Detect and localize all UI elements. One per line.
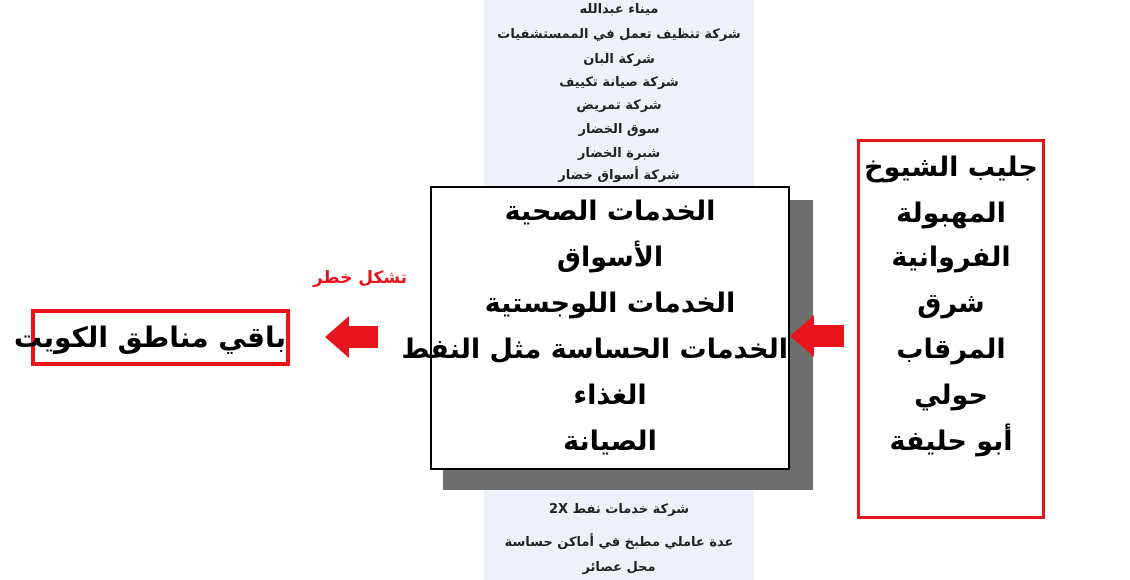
center-box-line: الخدمات اللوجستية bbox=[484, 288, 736, 319]
list-item: شركة أسواق خضار bbox=[558, 168, 680, 183]
list-item: شركة تمريض bbox=[576, 98, 662, 113]
area-item: حولي bbox=[914, 380, 988, 411]
area-item: شرق bbox=[917, 288, 985, 319]
arrow-left-icon bbox=[325, 314, 380, 360]
list-item: شركة البان bbox=[583, 52, 655, 67]
list-item: شركة تنظيف تعمل في الممستشفيات bbox=[497, 27, 741, 42]
arrow-left-icon bbox=[790, 313, 846, 359]
list-item: شركة خدمات نفط 2X bbox=[548, 502, 689, 517]
list-item: محل عصائر bbox=[582, 560, 656, 575]
areas-box bbox=[857, 139, 1045, 519]
area-item: المهبولة bbox=[896, 198, 1006, 229]
area-item: أبو حليفة bbox=[889, 426, 1013, 457]
list-item: عدة عاملي مطبخ في أماكن حساسة bbox=[504, 535, 734, 550]
center-box-line: الصيانة bbox=[563, 426, 657, 457]
rest-of-kuwait-box bbox=[13, 309, 290, 366]
list-item: ميناء عبدالله bbox=[579, 2, 659, 17]
center-box-line: الخدمات الحساسة مثل النفط bbox=[401, 334, 788, 365]
center-box-line: الغذاء bbox=[573, 380, 647, 411]
area-item: جليب الشيوخ bbox=[864, 152, 1038, 183]
list-item: سوق الخضار bbox=[578, 122, 660, 137]
risk-label: تشكل خطر bbox=[312, 268, 408, 288]
area-item: الفروانية bbox=[891, 242, 1011, 273]
center-box-line: الأسواق bbox=[556, 242, 664, 273]
center-box bbox=[401, 186, 790, 470]
rest-of-kuwait-label: باقي مناطق الكويت bbox=[13, 321, 286, 354]
list-item: شبرة الخضار bbox=[577, 146, 661, 161]
center-box-line: الخدمات الصحية bbox=[504, 196, 716, 227]
list-item: شركة صيانة تكييف bbox=[559, 75, 679, 90]
area-item: المرقاب bbox=[896, 334, 1006, 365]
